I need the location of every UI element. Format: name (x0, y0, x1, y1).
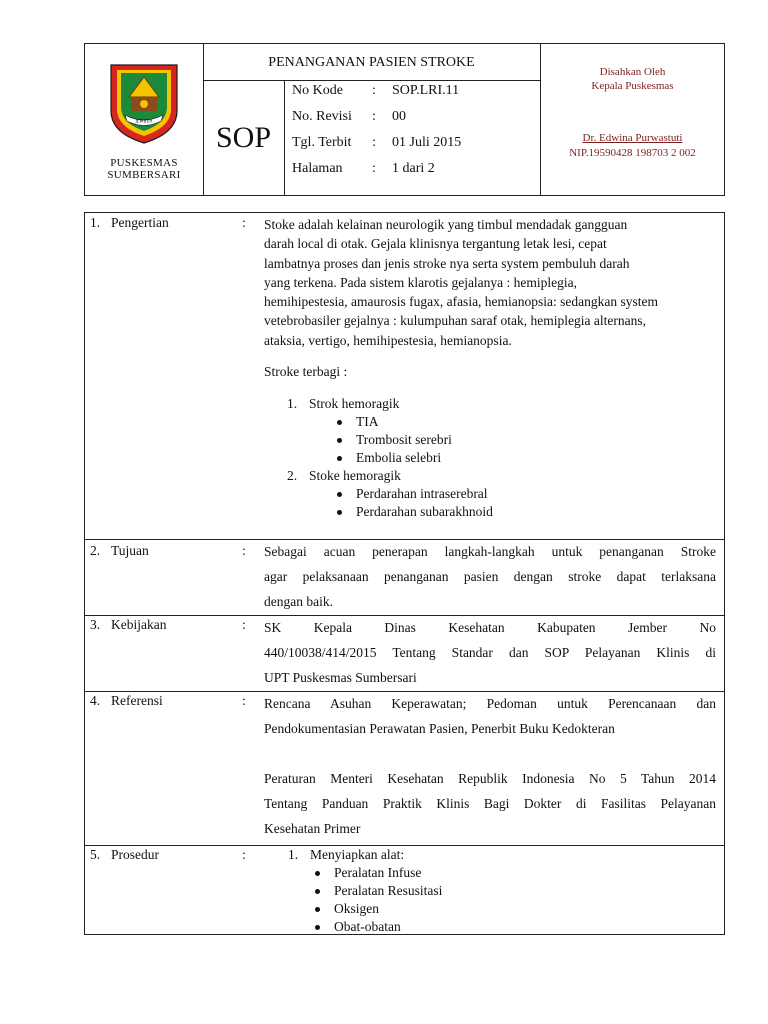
list-number: 1. (288, 847, 299, 862)
section-body (264, 215, 716, 523)
bullet-dot-icon (315, 925, 320, 930)
list-number: 2. (287, 468, 298, 484)
list-text: Strok hemoragik (309, 396, 400, 412)
section-label: Kebijakan (111, 617, 167, 632)
bullet-item: Embolia selebri (287, 449, 716, 467)
sop-header (84, 43, 725, 196)
section-colon: : (242, 693, 246, 708)
bullet-item: Oksigen (264, 900, 716, 918)
info-key: No Kode (292, 83, 343, 98)
section-number: 1. (90, 215, 101, 230)
list-item (288, 846, 716, 864)
info-value: 00 (392, 109, 406, 124)
logo-caption-line2: SUMBERSARI (107, 169, 181, 181)
bullet-dot-icon (337, 510, 342, 515)
approval-line2: Kepala Puskesmas (591, 80, 674, 92)
section-body (264, 691, 716, 841)
list-item (287, 395, 716, 413)
bullet-dot-icon (337, 438, 342, 443)
policy-line: 440/10038/414/2015 Tentang Standar dan SOP Pelayanan Klinis di (264, 645, 716, 660)
definition-line: vetebrobasiler gejalnya : kulumpuhan saraf otak, hemiplegia alternans, (264, 313, 646, 329)
definition-line: yang terkena. Pada sistem klarotis gejalanya : hemiplegia, (264, 274, 578, 290)
section-body (264, 539, 716, 614)
info-key: Tgl. Terbit (292, 135, 352, 150)
info-key: Halaman (292, 161, 343, 176)
bullet-item: Perdarahan intraserebral (287, 485, 716, 503)
document-info (284, 81, 541, 195)
definition-line: darah local di otak. Gejala klinisnya tergantung letak lesi, cepat (264, 236, 607, 252)
section-colon: : (242, 847, 246, 862)
approval-signer-name: Dr. Edwina Purwastuti (582, 132, 683, 144)
logo-caption-line1: PUSKESMAS (110, 157, 178, 169)
bullet-item: Perdarahan subarakhnoid (287, 503, 716, 521)
section-number: 4. (90, 693, 101, 708)
list-number: 1. (287, 396, 298, 412)
section-number: 5. (90, 847, 101, 862)
sop-content-table (84, 212, 725, 935)
bullet-item: Obat-obatan (264, 918, 716, 936)
section-colon: : (242, 617, 246, 632)
purpose-line: dengan baik. (264, 594, 333, 609)
reference-line: Peraturan Menteri Kesehatan Republik Indonesia No 5 Tahun 2014 (264, 771, 716, 786)
definition-line: Stoke adalah kelainan neurologik yang timbul mendadak gangguan (264, 217, 628, 232)
bullet-item: Trombosit serebri (287, 431, 716, 449)
reference-line: Rencana Asuhan Keperawatan; Pedoman untuk Perencanaan dan (264, 696, 716, 711)
bullet-dot-icon (315, 889, 320, 894)
bullet-dot-icon (337, 420, 342, 425)
info-value: SOP.LRI.11 (392, 83, 460, 98)
bullet-dot-icon (337, 456, 342, 461)
logo-cell (85, 44, 204, 195)
logo-ribbon-text: JEMBER (135, 119, 153, 125)
purpose-line: agar pelaksanaan penanganan pasien dengan stroke dapat terlaksana (264, 569, 716, 584)
section-referensi (85, 691, 724, 846)
section-label: Referensi (111, 693, 163, 708)
list-text: Menyiapkan alat: (310, 847, 405, 862)
approval-nip: NIP.19590428 198703 2 002 (569, 147, 696, 159)
section-colon: : (242, 543, 246, 558)
info-colon: : (372, 135, 376, 150)
policy-line: UPT Puskesmas Sumbersari (264, 670, 417, 685)
info-colon: : (372, 83, 376, 98)
section-colon: : (242, 215, 246, 230)
section-label: Tujuan (111, 543, 149, 558)
info-value: 01 Juli 2015 (392, 135, 462, 150)
section-label: Pengertian (111, 215, 169, 230)
approval-stamp (541, 44, 724, 195)
section-prosedur (85, 845, 724, 934)
list-item (287, 467, 716, 485)
bullet-item: Peralatan Infuse (264, 864, 716, 882)
section-body (264, 846, 716, 936)
section-label: Prosedur (111, 847, 159, 862)
section-number: 2. (90, 543, 101, 558)
info-colon: : (372, 161, 376, 176)
reference-line: Tentang Panduan Praktik Klinis Bagi Dokter di Fasilitas Pelayanan (264, 796, 716, 811)
definition-line: hemihipestesia, amaurosis fugax, afasia, hemianopsia: sedangkan system (264, 294, 659, 310)
policy-line: SK Kepala Dinas Kesehatan Kabupaten Jember No (264, 620, 716, 635)
approval-line1: Disahkan Oleh (599, 66, 666, 78)
definition-line: lambatnya proses dan jenis stroke nya serta system pembuluh darah (264, 255, 630, 271)
section-number: 3. (90, 617, 101, 632)
document-title: PENANGANAN PASIEN STROKE (203, 44, 541, 81)
list-text: Stoke hemoragik (309, 468, 401, 484)
bullet-dot-icon (315, 871, 320, 876)
reference-line: Pendokumentasian Perawatan Pasien, Penerbit Buku Kedokteran (264, 721, 615, 736)
section-body (264, 615, 716, 690)
section-pengertian (85, 213, 724, 540)
bullet-dot-icon (337, 492, 342, 497)
reference-line: Kesehatan Primer (264, 821, 361, 836)
bullet-dot-icon (315, 907, 320, 912)
bullet-item: TIA (287, 413, 716, 431)
info-value: 1 dari 2 (392, 161, 435, 176)
section-kebijakan (85, 615, 724, 692)
definition-line: ataksia, vertigo, hemihipestesia, hemianopsia. (264, 332, 512, 348)
sop-label: SOP (203, 81, 285, 195)
purpose-line: Sebagai acuan penerapan langkah-langkah untuk penanganan Stroke (264, 544, 716, 559)
stroke-types-heading: Stroke terbagi : (264, 364, 348, 380)
stroke-types-list (287, 395, 716, 523)
bullet-item: Peralatan Resusitasi (264, 882, 716, 900)
info-key: No. Revisi (292, 109, 352, 124)
section-tujuan (85, 539, 724, 616)
info-colon: : (372, 109, 376, 124)
jember-emblem-logo (107, 61, 181, 145)
